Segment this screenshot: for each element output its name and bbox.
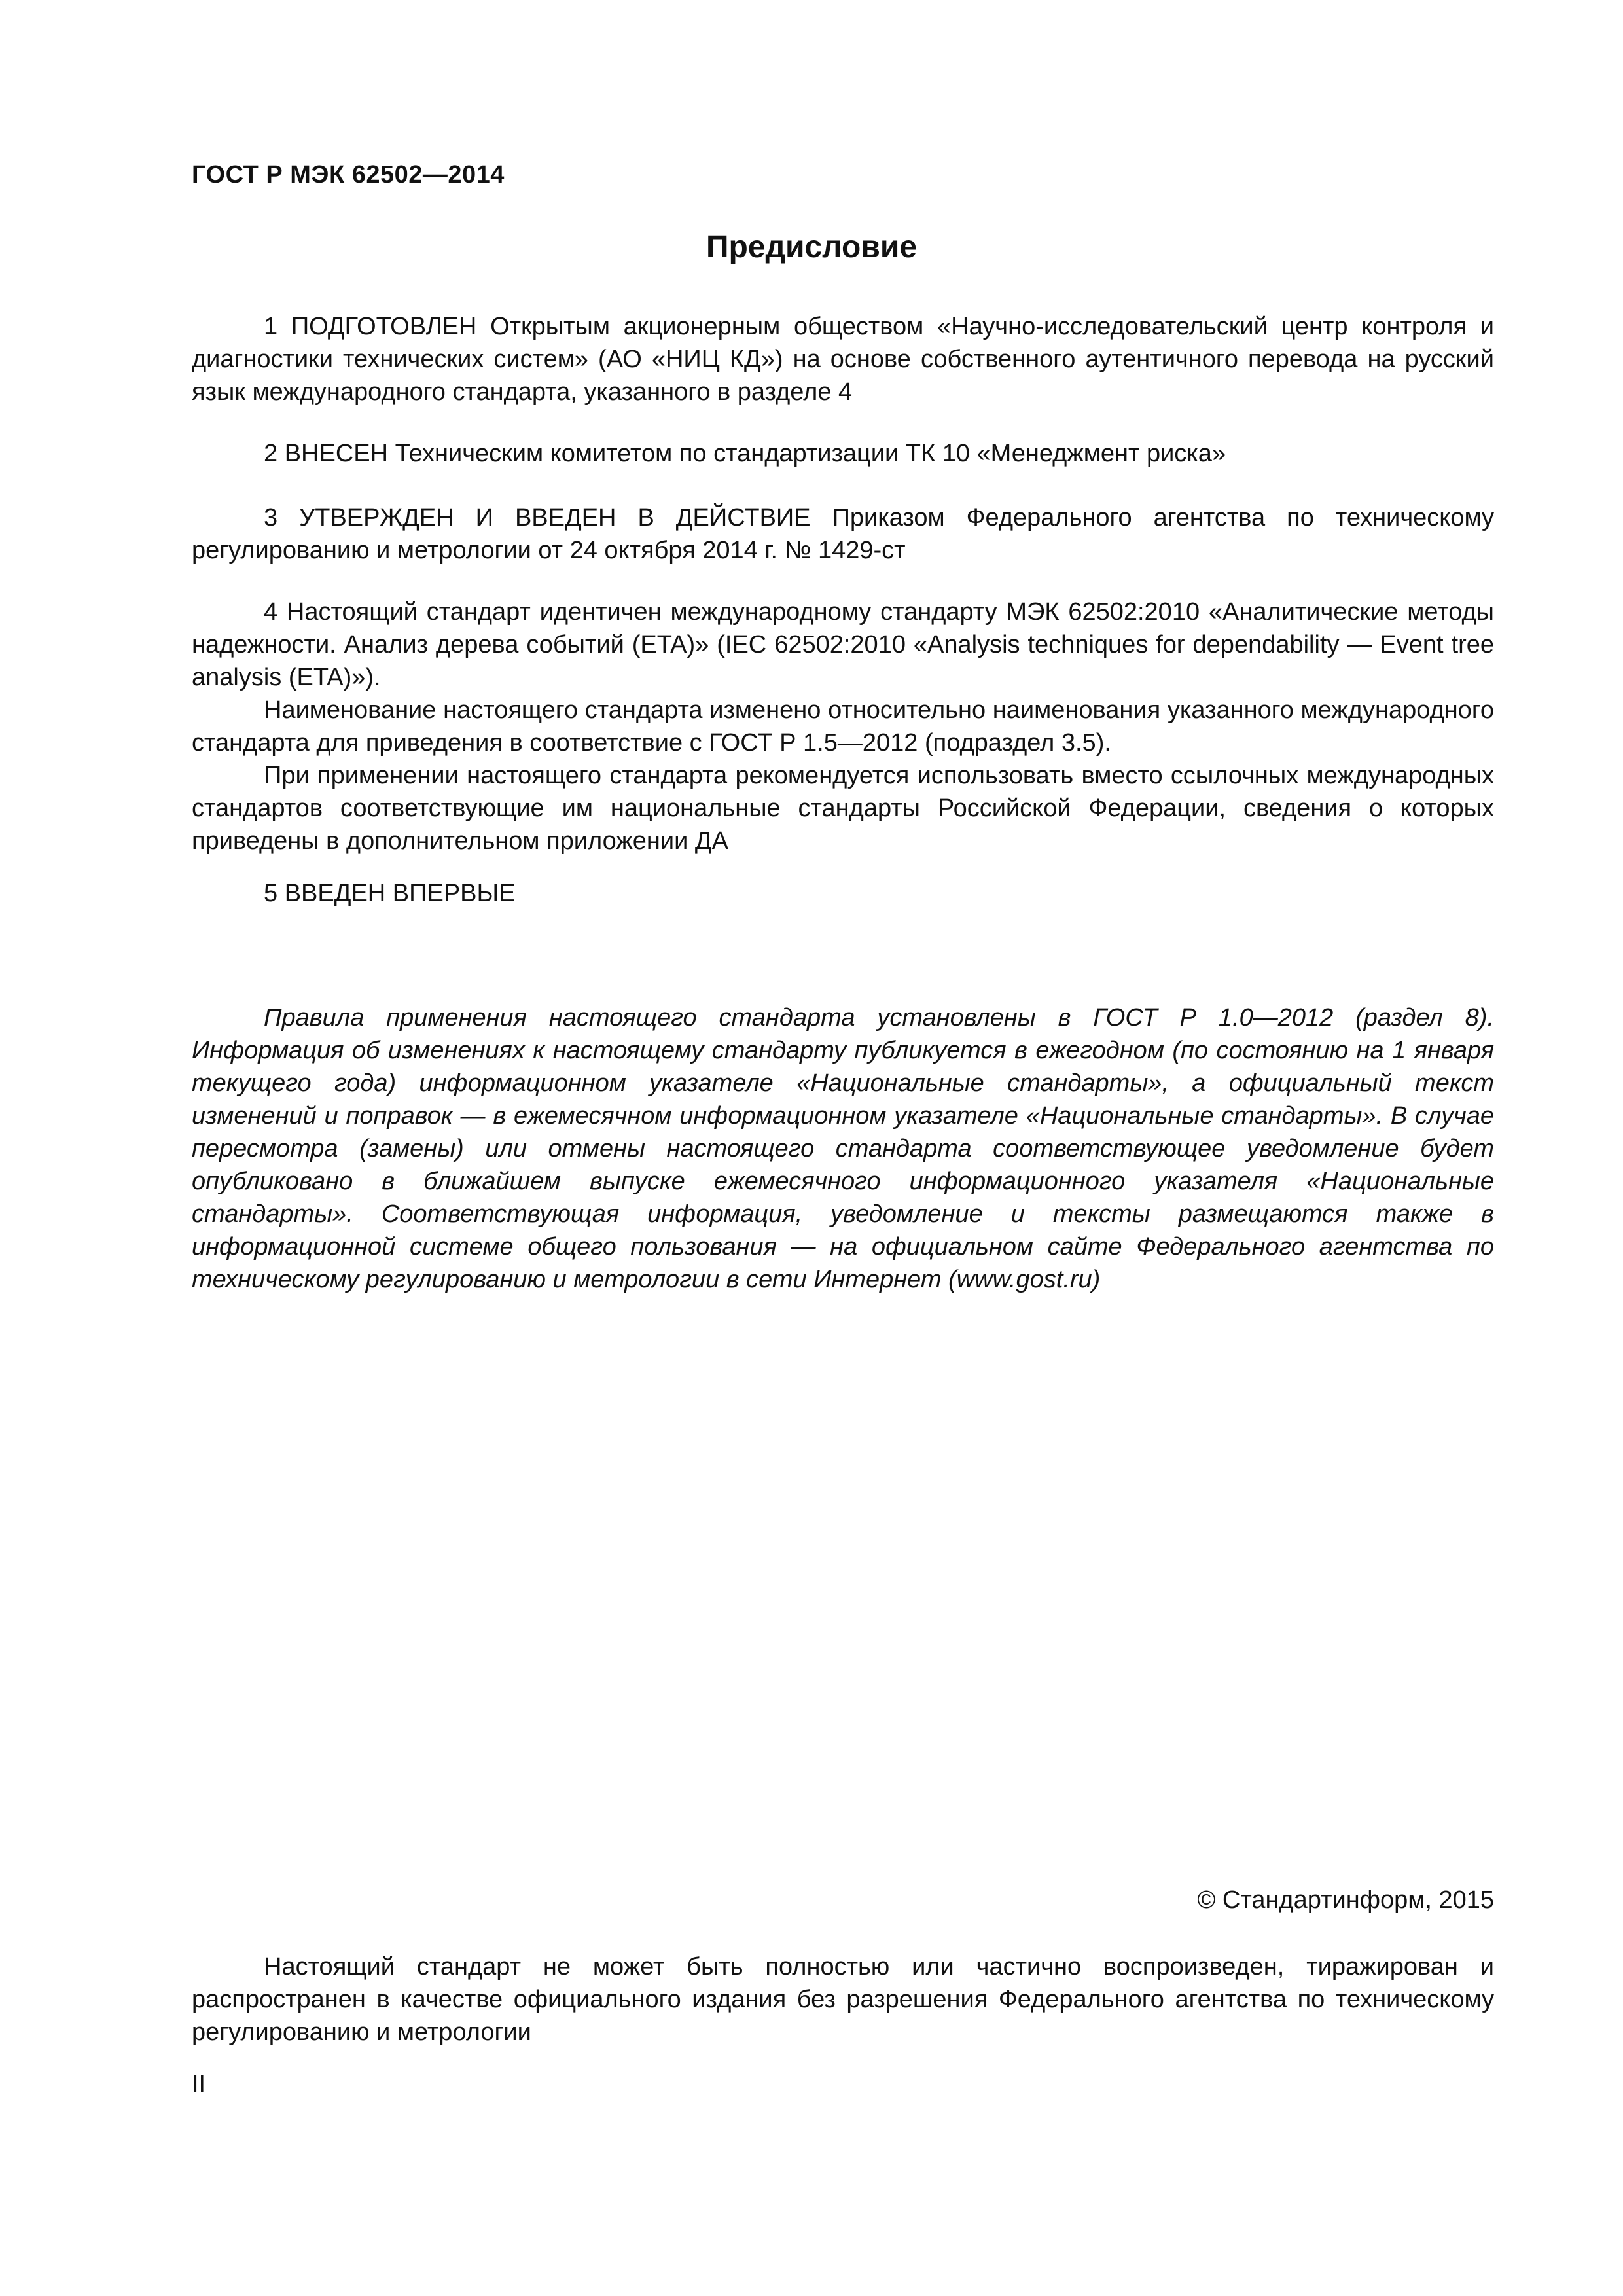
copyright: © Стандартинформ, 2015 — [1197, 1886, 1494, 1914]
legal-notice-text: Настоящий стандарт не может быть полностью или частично воспроизведен, тиражирован и распространен в качестве официального издания без разрешения Федерального агентства по техническому регулированию и метрологии — [192, 1953, 1494, 2046]
usage-notice — [192, 1001, 1494, 1296]
section-2-text: 2 ВНЕСЕН Техническим комитетом по стандартизации ТК 10 «Менеджмент риска» — [264, 440, 1226, 467]
legal-notice — [192, 1950, 1494, 2049]
section-5-text: 5 ВВЕДЕН ВПЕРВЫЕ — [264, 880, 516, 907]
document-code: ГОСТ Р МЭК 62502—2014 — [192, 161, 505, 188]
section-4-paragraph-3: При применении настоящего стандарта рекомендуется использовать вместо ссылочных международных стандартов соответствующие им национальные стандарты Российской Федерации, сведения о которых приведены в дополнительном приложении ДА — [192, 762, 1494, 855]
page-number: II — [192, 2071, 206, 2098]
section-2 — [192, 437, 1494, 470]
section-5 — [192, 877, 1494, 910]
section-3 — [192, 501, 1494, 567]
section-4 — [192, 596, 1494, 857]
section-4-paragraph-2: Наименование настоящего стандарта изменено относительно наименования указанного международного стандарта для приведения в соответствие с ГОСТ Р 1.5—2012 (подраздел 3.5). — [192, 696, 1494, 757]
section-1 — [192, 310, 1494, 408]
section-1-text: 1 ПОДГОТОВЛЕН Открытым акционерным обществом «Научно-исследовательский центр контроля и диагностики технических систем» (АО «НИЦ КД») на основе собственного аутентичного перевода на русский язык международного стандарта, указанного в разделе 4 — [192, 313, 1494, 406]
usage-notice-text: Правила применения настоящего стандарта установлены в ГОСТ Р 1.0—2012 (раздел 8). Информация об изменениях к настоящему стандарту публикуется в ежегодном (по состоянию на 1 января текущего года) информационном указателе «Национальные стандарты», а официальный текст изменений и поправок — в ежемесячном информационном указателе «Национальные стандарты». В случае пересмотра (замены) или отмены настоящего стандарта соответствующее уведомление будет опубликовано в ближайшем выпуске ежемесячного информационного указателя «Национальные стандарты». Соответствующая информация, уведомление и тексты размещаются также в информационной системе общего пользования — на официальном сайте Федерального агентства по техническому регулированию и метрологии в сети Интернет (www.gost.ru) — [192, 1004, 1494, 1293]
section-4-text: 4 Настоящий стандарт идентичен международному стандарту МЭК 62502:2010 «Аналитические методы надежности. Анализ дерева событий (ETA)» (IEC 62502:2010 «Analysis techniques for dependability — Event tree analysis (ETA)»). — [192, 598, 1494, 691]
section-3-text: 3 УТВЕРЖДЕН И ВВЕДЕН В ДЕЙСТВИЕ Приказом Федерального агентства по техническому регулированию и метрологии от 24 октября 2014 г. № 1429-ст — [192, 504, 1494, 564]
page-title: Предисловие — [705, 230, 918, 264]
